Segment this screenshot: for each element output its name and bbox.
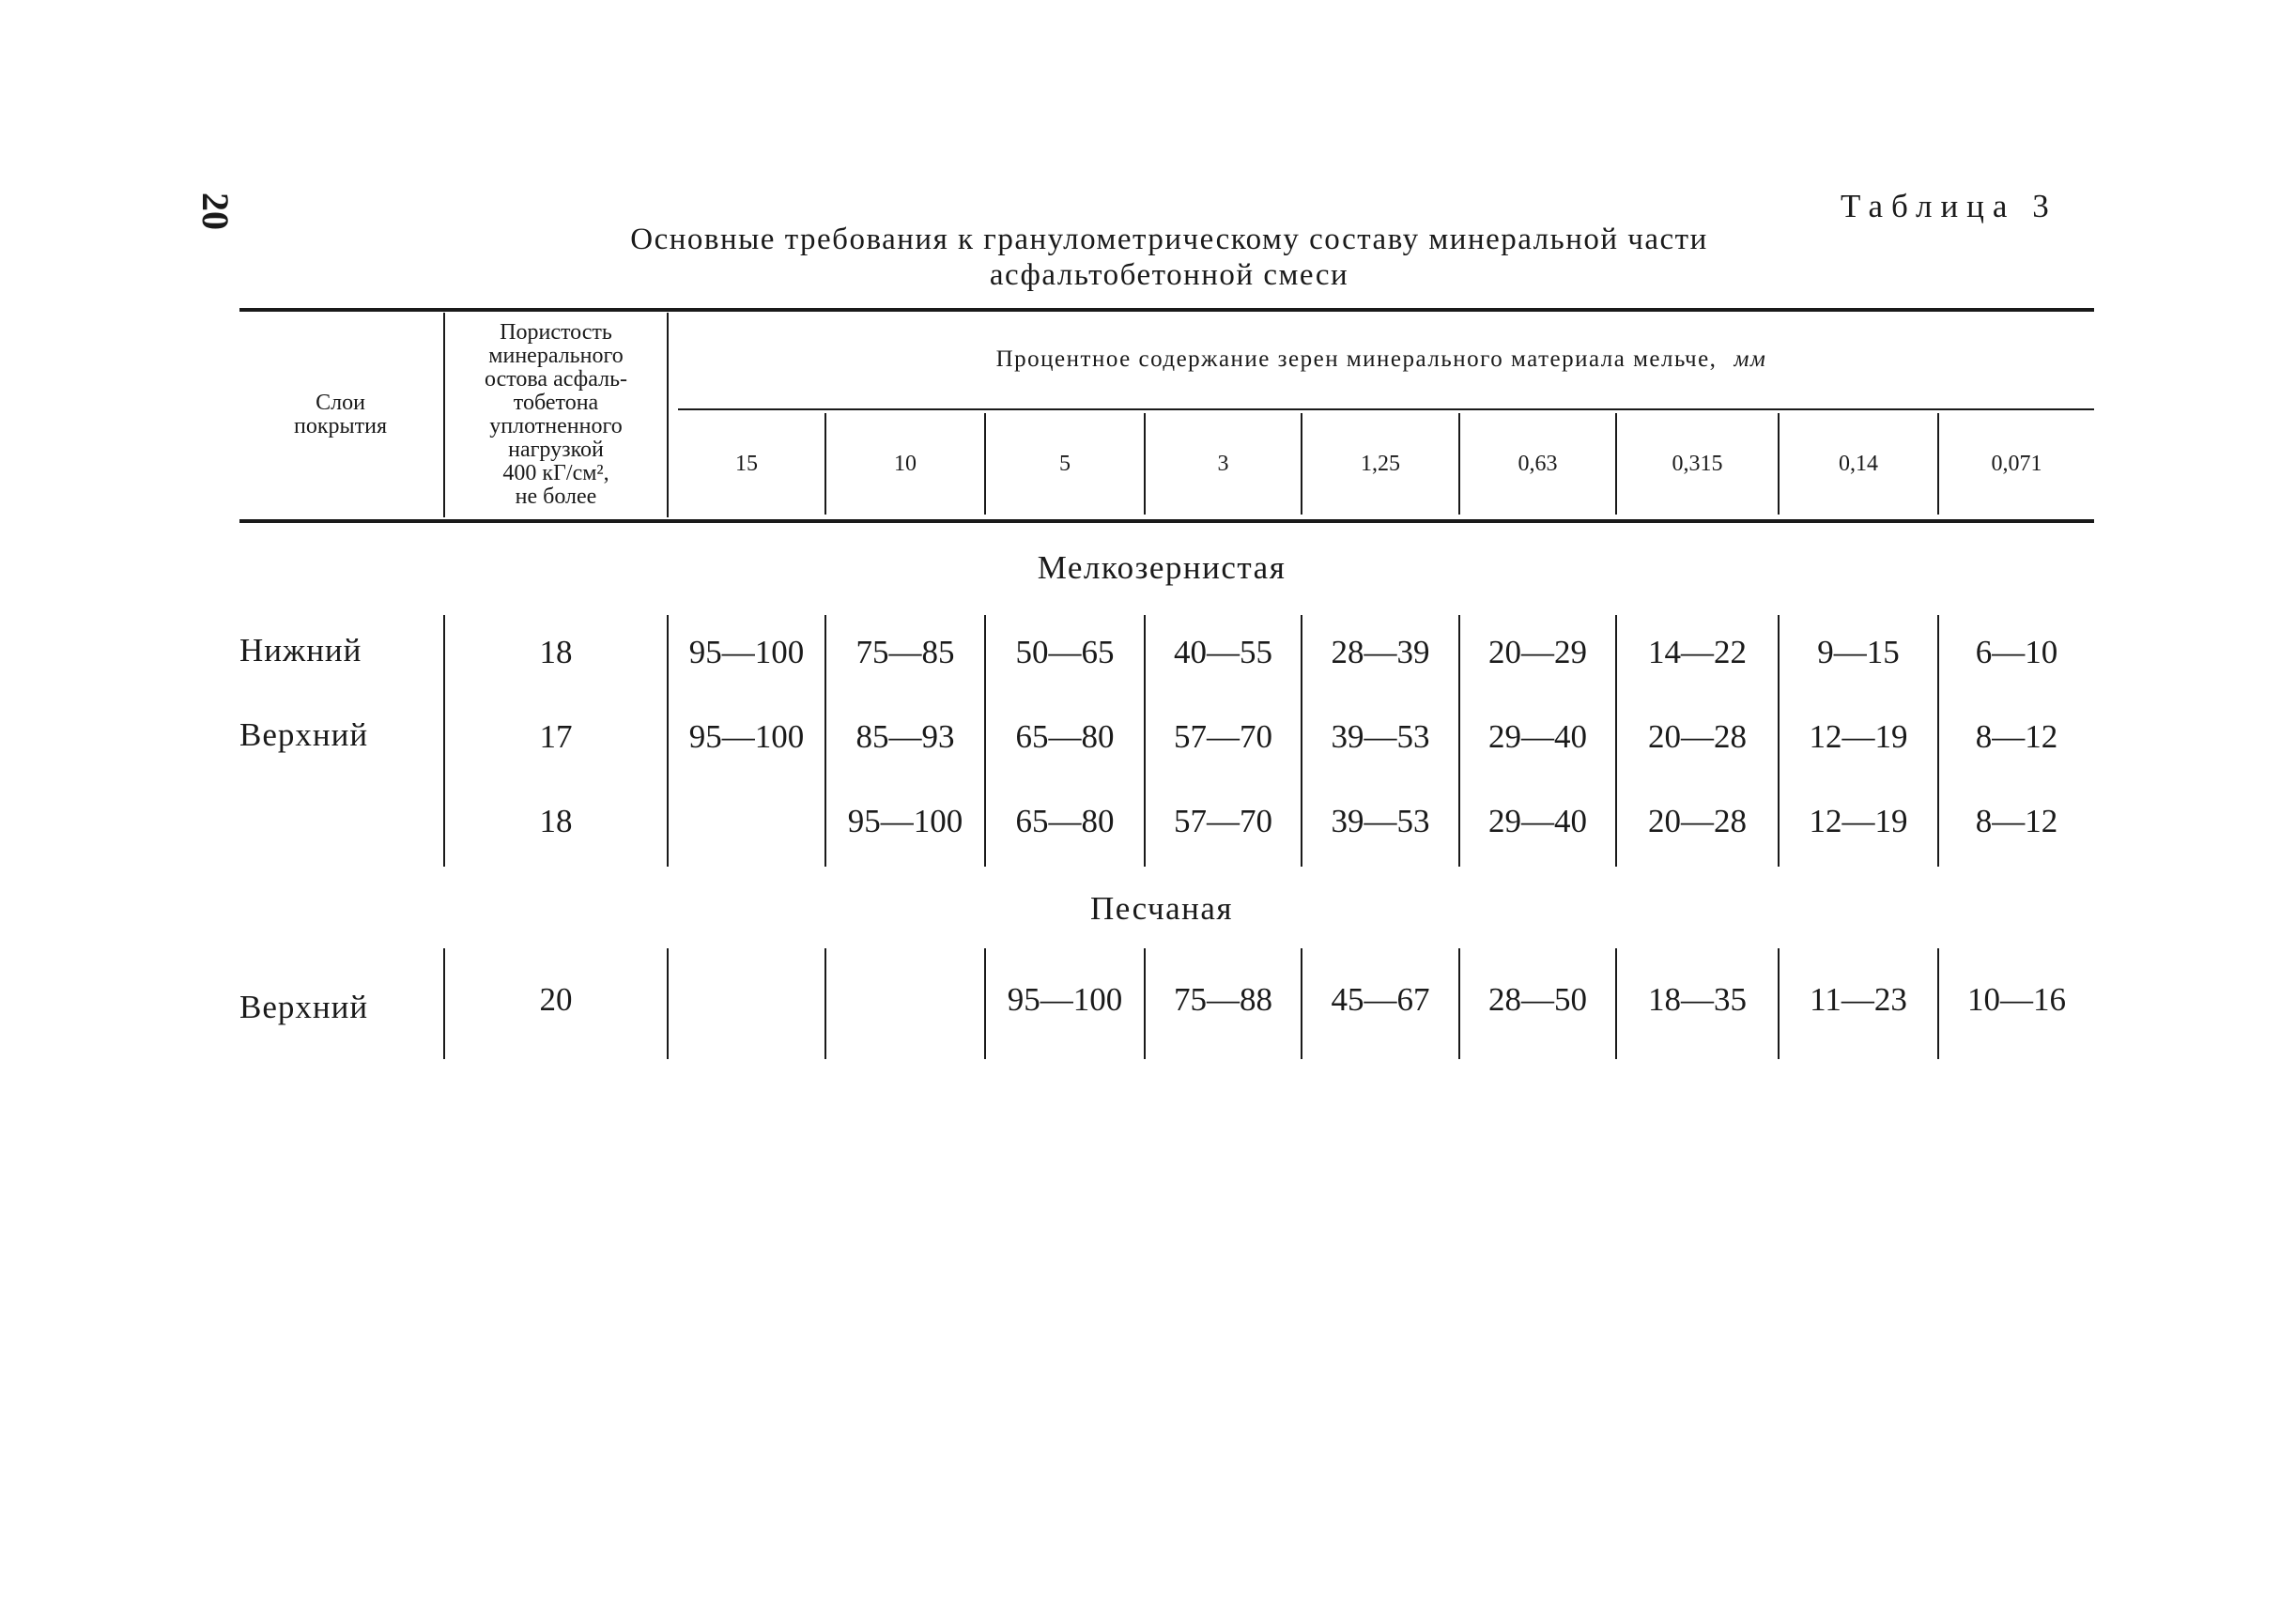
table-top-rule xyxy=(239,308,2094,312)
table-cell: 6—10 xyxy=(1975,634,2058,670)
table-cell xyxy=(669,972,824,1028)
header-porosity xyxy=(445,313,667,517)
section-title: Песчаная xyxy=(1089,890,1234,927)
header-layer xyxy=(239,313,441,517)
table-cell: 29—40 xyxy=(1488,803,1587,839)
row-layer-label: Нижний xyxy=(239,632,362,669)
table-cell: 20—28 xyxy=(1648,718,1747,755)
header-sieve-size: 0,071 xyxy=(1991,451,2042,476)
header-porosity-line: тобетона xyxy=(513,391,599,415)
table-cell: 45—67 xyxy=(1331,981,1430,1018)
table-cell: 57—70 xyxy=(1174,718,1272,755)
header-sieve-size: 5 xyxy=(1059,451,1071,476)
table-cell: 65—80 xyxy=(1015,718,1115,755)
header-layer-line: Слои xyxy=(316,391,365,415)
header-sieve-size: 3 xyxy=(1217,451,1229,476)
header-grain-text: Процентное содержание зерен минерального материала мельче, xyxy=(995,346,1718,372)
table-cell: 65—80 xyxy=(1015,803,1115,839)
table-cell: 18—35 xyxy=(1648,981,1747,1018)
table-cell: 57—70 xyxy=(1174,803,1272,839)
header-porosity-line: нагрузкой xyxy=(508,438,604,462)
page-number: 20 xyxy=(194,192,238,230)
table-cell: 10—16 xyxy=(1967,981,2066,1018)
table-cell: 29—40 xyxy=(1488,718,1587,755)
row-layer-label: Верхний xyxy=(239,716,369,753)
table-cell: 39—53 xyxy=(1331,718,1430,755)
table-cell: 12—19 xyxy=(1809,803,1908,839)
header-bottom-rule xyxy=(239,519,2094,523)
header-porosity-line: уплотненного xyxy=(489,414,623,438)
table-cell: 20—28 xyxy=(1648,803,1747,839)
header-inner-rule xyxy=(678,408,2094,410)
table-cell: 85—93 xyxy=(855,718,955,755)
header-layer-line: покрытия xyxy=(294,414,387,438)
table-cell: 95—100 xyxy=(847,803,963,839)
header-sieve-size: 0,14 xyxy=(1839,451,1878,476)
table-cell: 40—55 xyxy=(1174,634,1272,670)
table-cell: 8—12 xyxy=(1975,718,2058,755)
table-cell: 14—22 xyxy=(1648,634,1747,670)
table-label: Таблица 3 xyxy=(1841,188,2057,224)
table-cell: 12—19 xyxy=(1809,718,1908,755)
table-caption-line-1: Основные требования к гранулометрическому составу минеральной части xyxy=(630,223,1708,256)
table-cell: 75—88 xyxy=(1174,981,1272,1018)
table-cell: 95—100 xyxy=(1007,981,1123,1018)
header-sieve-size: 1,25 xyxy=(1361,451,1400,476)
header-porosity-line: остова асфаль- xyxy=(484,367,627,392)
row-layer-label: Верхний xyxy=(239,989,369,1025)
table-caption-line-2: асфальтобетонной смеси xyxy=(989,258,1349,292)
table-cell: 28—39 xyxy=(1331,634,1430,670)
table-cell: 95—100 xyxy=(688,718,805,755)
header-sieve-size: 0,315 xyxy=(1672,451,1723,476)
table-cell: 95—100 xyxy=(688,634,805,670)
row-porosity: 18 xyxy=(539,634,573,670)
row-porosity: 20 xyxy=(539,981,573,1018)
header-porosity-line: минерального xyxy=(488,344,624,368)
header-sieve-size: 0,63 xyxy=(1518,451,1558,476)
header-sieve-size: 10 xyxy=(894,451,917,476)
table-cell: 20—29 xyxy=(1488,634,1587,670)
section-title: Мелкозернистая xyxy=(1037,549,1287,586)
header-porosity-line: не более xyxy=(515,484,597,509)
header-porosity-line: 400 кГ/см², xyxy=(502,461,609,485)
header-sieve-size: 15 xyxy=(735,451,758,476)
header-porosity-line: Пористость xyxy=(500,320,612,345)
header-grain-content xyxy=(669,313,2094,407)
table-cell: 75—85 xyxy=(855,634,955,670)
table-cell: 8—12 xyxy=(1975,803,2058,839)
table-cell: 11—23 xyxy=(1810,981,1907,1018)
row-porosity: 17 xyxy=(539,718,573,755)
table-cell xyxy=(669,793,824,850)
row-porosity: 18 xyxy=(539,803,573,839)
table-cell xyxy=(826,972,984,1028)
table-cell: 28—50 xyxy=(1488,981,1587,1018)
table-cell: 50—65 xyxy=(1015,634,1115,670)
table-cell: 39—53 xyxy=(1331,803,1430,839)
header-grain-unit: мм xyxy=(1734,346,1767,372)
table-cell: 9—15 xyxy=(1817,634,1900,670)
